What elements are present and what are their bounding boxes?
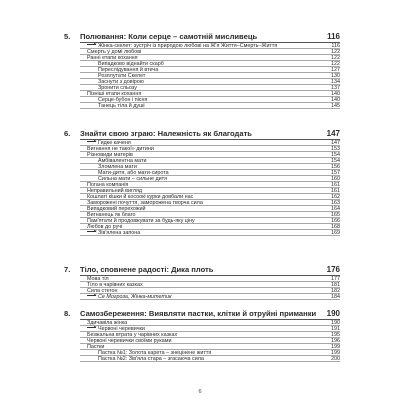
entry-title-text: Червоні черевички — [98, 325, 145, 331]
entry-page-number: 122 — [331, 54, 340, 61]
chapter-heading[interactable] — [64, 129, 340, 139]
entry-title — [80, 91, 331, 96]
chapter-number: 6. — [64, 129, 71, 138]
entry-title-text: Серце-бубон і пісня — [98, 96, 148, 102]
entry-title — [80, 158, 331, 163]
entry-page-number: 161 — [331, 181, 340, 188]
entry-title-text: Пастки — [87, 343, 105, 349]
entry-title-text: Жінка-скелет: зустріч із природою любові на Ж'я Життя–Смерть–Життя — [98, 42, 278, 48]
entry-title-text: Безжальна втрата у чарівних казках — [87, 331, 178, 337]
entry-title — [80, 43, 331, 48]
arrow-icon — [87, 141, 96, 142]
entry-title-text: Сильна мати – сильне дитя — [98, 175, 168, 181]
entry-title-text: Танець тіла й душі — [98, 102, 145, 109]
entry-title — [80, 294, 331, 299]
entry-page-number: 130 — [331, 72, 340, 79]
entry-page-number: 147 — [331, 139, 340, 146]
entry-title — [80, 188, 331, 193]
entry-page-number: 165 — [331, 212, 340, 219]
chapter-page-number: 116 — [327, 32, 340, 41]
entry-title-text: Вигнання не такої» дитини — [87, 145, 154, 151]
entry-title-text: Ранні етапи кохання — [87, 54, 138, 60]
entry-title — [80, 288, 331, 293]
entry-title-text: Розплутати Скелет — [98, 72, 146, 78]
entry-page-number: 156 — [331, 163, 340, 170]
entry-title-text: Пізніші етапи кохання — [87, 90, 142, 96]
arrow-icon — [87, 295, 96, 296]
entry-title — [80, 224, 331, 229]
entry-page-number: 161 — [331, 187, 340, 194]
entry-title — [80, 350, 331, 355]
entry-page-number: 195 — [331, 331, 340, 338]
entry-title — [80, 344, 331, 349]
chapter-heading[interactable] — [64, 32, 340, 42]
entry-page-number: 116 — [331, 42, 340, 49]
entry-page-number: 140 — [331, 90, 340, 97]
entry-title-text: Мати-дитя, або мати-сирота — [98, 169, 169, 175]
page-number: 6 — [198, 389, 202, 395]
entry-title — [80, 85, 331, 90]
entry-title — [80, 97, 331, 102]
entry-title-text: Випадково віднайти скарб — [98, 60, 164, 66]
entry-page-number: 169 — [331, 230, 340, 237]
entry-title — [80, 282, 331, 287]
chapter-section — [64, 32, 340, 109]
entry-title-text: Червоні черевички своїми руками — [87, 337, 172, 343]
entry-title — [80, 176, 331, 181]
chapter-section — [64, 309, 340, 362]
entry-title-text: Любов до ручі — [87, 224, 123, 230]
arrow-icon — [87, 327, 96, 328]
entry-page-number: 157 — [331, 169, 340, 176]
entry-title — [80, 170, 331, 175]
entry-title — [80, 212, 331, 217]
entry-title-text: Вигнанець як благо — [87, 212, 136, 218]
arrow-icon — [87, 231, 96, 232]
entry-page-number: 154 — [331, 157, 340, 164]
chapter-page-number: 190 — [326, 309, 340, 318]
entry-page-number: 190 — [331, 319, 340, 326]
entry-title — [80, 182, 331, 187]
entry-title — [80, 320, 331, 325]
entry-title-text: Зломлена мати — [98, 163, 137, 169]
entry-title-text: Пастка №1: Золота карета – знецінене життя — [98, 349, 212, 355]
entry-page-number: 199 — [331, 343, 340, 350]
chapter-number: 5. — [64, 32, 71, 41]
entry-page-number: 137 — [331, 84, 340, 91]
entry-page-number: 184 — [331, 293, 340, 300]
entry-title-text: Се Могроза, Жінка-митетик — [98, 293, 172, 299]
chapter-title: Полювання: Коли серце – самотній мисливець — [80, 32, 258, 41]
toc-entry[interactable] — [80, 103, 340, 109]
entry-title — [80, 206, 331, 211]
chapter-title: Самозбереження: Виявляти пастки, клітки й отруйні приманки — [80, 309, 317, 318]
chapter-number: 8. — [64, 309, 71, 318]
entry-title — [80, 140, 331, 145]
chapter-title: Тіло, сповнене радості: Дика плоть — [80, 265, 214, 274]
entry-title-text: Пам'ятати й продовжувати за будь-яку ціну — [87, 218, 195, 224]
entry-title-text: Амбівалентна мати — [98, 157, 147, 163]
toc-entry[interactable] — [80, 356, 340, 362]
entry-title-text: Зів'ялена запона — [98, 230, 141, 236]
entry-title-text: Погана компанія — [87, 181, 129, 187]
entry-page-number: 181 — [331, 281, 340, 288]
entry-title — [80, 332, 331, 337]
entry-page-number: 166 — [331, 218, 340, 225]
toc-entry[interactable] — [80, 230, 340, 236]
entry-page-number: 196 — [331, 337, 340, 344]
entry-title — [80, 200, 331, 205]
entry-page-number: 153 — [331, 145, 340, 152]
chapter-section — [64, 265, 340, 300]
entry-title — [80, 61, 331, 66]
entry-title — [80, 218, 331, 223]
entry-title-text: Мова тіл — [87, 275, 109, 281]
entry-title-text: Кошлаті кішки й косоокі курки довбали нас — [87, 193, 194, 199]
entry-page-number: 122 — [331, 48, 340, 55]
chapter-section — [64, 129, 340, 236]
entry-title-text: Переслідування й втеча — [98, 66, 159, 72]
entry-title — [80, 49, 331, 54]
entry-page-number: 164 — [331, 206, 340, 213]
entry-page-number: 134 — [331, 78, 340, 85]
entry-page-number: 177 — [331, 275, 340, 282]
entry-title-text: Здичавіла жінка — [87, 319, 128, 325]
chapter-title: Знайти свою зграю: Належність як благодать — [80, 129, 252, 138]
entry-title — [80, 152, 331, 157]
entry-title — [80, 276, 331, 281]
entry-title — [80, 230, 331, 235]
chapter-page-number: 176 — [326, 265, 340, 274]
entry-page-number: 160 — [331, 175, 340, 182]
entry-title — [80, 146, 331, 151]
entry-title — [80, 338, 331, 343]
entry-title — [80, 326, 331, 331]
entry-title — [80, 103, 331, 108]
chapter-number: 7. — [64, 265, 71, 274]
entry-title-text: Випадковий перехожий — [87, 206, 146, 212]
toc-entry[interactable] — [80, 294, 340, 300]
entry-title — [80, 194, 331, 199]
entry-title — [80, 67, 331, 72]
entry-page-number: 140 — [331, 96, 340, 103]
entry-title — [80, 55, 331, 60]
entry-page-number: 163 — [331, 199, 340, 206]
arrow-icon — [87, 44, 96, 45]
entry-page-number: 145 — [331, 102, 340, 109]
entry-page-number: 200 — [331, 355, 340, 362]
entry-page-number: 162 — [331, 193, 340, 200]
entry-title-text: Тіло в чарівних казках — [87, 281, 143, 287]
entry-title — [80, 73, 331, 78]
entry-title — [80, 164, 331, 169]
entry-title-text: Заснути з довірою — [98, 78, 144, 84]
entry-page-number: 122 — [331, 60, 340, 67]
entry-title-text: Гидке каченя — [98, 139, 131, 145]
entry-title-text: Пастка №2: Зів'яла стара – згасаюча сила — [98, 355, 204, 361]
entry-title — [80, 356, 331, 361]
entry-page-number: 154 — [331, 151, 340, 158]
entry-title-text: Смерть у домі любові — [87, 48, 142, 54]
entry-title — [80, 79, 331, 84]
entry-page-number: 168 — [331, 224, 340, 231]
entry-title-text: Неправильний вигляд — [87, 187, 143, 193]
chapter-heading[interactable] — [64, 265, 340, 275]
entry-page-number: 191 — [331, 325, 340, 332]
chapter-page-number: 147 — [326, 129, 340, 138]
entry-title-text: Зронити сльозу — [98, 84, 137, 90]
chapter-heading[interactable] — [64, 309, 340, 319]
entry-title-text: Різновиди матерів — [87, 151, 133, 157]
entry-title-text: Заморожені почуття, заморожена творча сила — [87, 199, 203, 206]
entry-page-number: 182 — [331, 287, 340, 294]
entry-title-text: Сила стегон — [87, 287, 118, 293]
entry-page-number: 199 — [331, 349, 340, 356]
entry-page-number: 127 — [331, 66, 340, 73]
